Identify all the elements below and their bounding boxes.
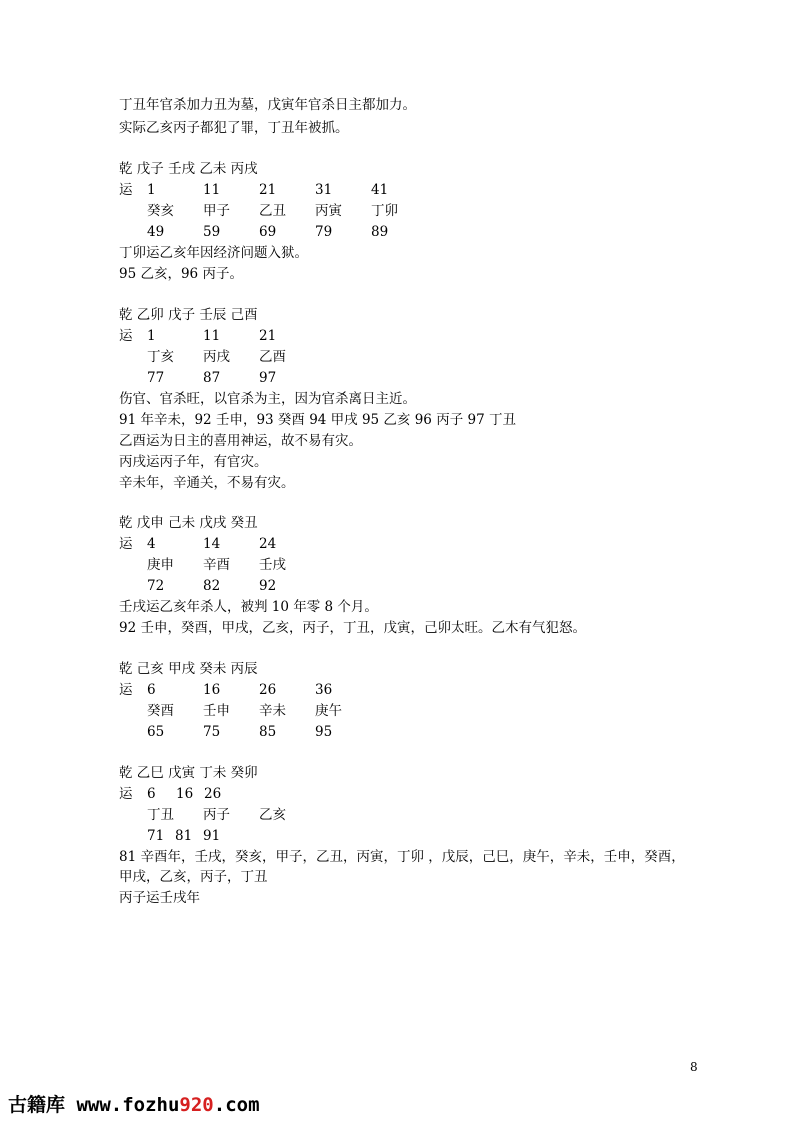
luck-label: 运	[119, 682, 133, 698]
luck-age: 91	[203, 828, 221, 844]
site-watermark	[8, 1090, 260, 1117]
luck-start: 1	[147, 328, 156, 344]
luck-start-row	[119, 536, 439, 552]
text-line: 丙戌运丙子年，有官灾。	[119, 454, 268, 470]
luck-age-row	[119, 828, 439, 844]
luck-pillar: 壬戌	[259, 557, 286, 573]
chart-header: 乾 乙卯 戊子 壬辰 己酉	[119, 307, 258, 323]
luck-pillar: 甲子	[203, 203, 230, 219]
text-line: 壬戌运乙亥年杀人，被判 10 年零 8 个月。	[119, 599, 378, 615]
luck-start: 21	[259, 328, 277, 344]
luck-age: 75	[203, 724, 221, 740]
luck-age: 69	[259, 224, 277, 240]
luck-age: 97	[259, 370, 277, 386]
luck-age: 92	[259, 578, 277, 594]
luck-age: 79	[315, 224, 333, 240]
luck-pillar-row	[119, 203, 439, 219]
luck-pillar: 丁亥	[147, 349, 174, 365]
luck-age: 81	[175, 828, 193, 844]
luck-pillar-row	[119, 557, 439, 573]
luck-pillar-row	[119, 703, 439, 719]
text-line: 91 年辛未，92 壬申，93 癸酉 94 甲戌 95 乙亥 96 丙子 97 丁丑	[119, 412, 516, 428]
luck-start: 1	[147, 182, 156, 198]
luck-age: 72	[147, 578, 165, 594]
luck-start: 24	[259, 536, 277, 552]
luck-age: 77	[147, 370, 165, 386]
luck-pillar: 庚午	[315, 703, 342, 719]
luck-start: 16	[176, 786, 194, 802]
text-line: 81 辛酉年，壬戌，癸亥，甲子，乙丑，丙寅，丁卯 ，戊辰，己巳，庚午，辛未，壬申，癸酉，	[119, 849, 685, 865]
text-line: 实际乙亥丙子都犯了罪，丁丑年被抓。	[119, 120, 349, 136]
text-line: 甲戌，乙亥，丙子，丁丑	[119, 869, 268, 885]
text-line: 92 壬申，癸酉，甲戌，乙亥，丙子，丁丑，戊寅，己卯太旺。乙木有气犯怒。	[119, 620, 586, 636]
luck-pillar-row	[119, 349, 439, 365]
luck-age-row	[119, 578, 439, 594]
luck-pillar: 丙寅	[315, 203, 342, 219]
luck-start-row	[119, 786, 439, 802]
chart-header: 乾 戊申 己未 戊戌 癸丑	[119, 515, 258, 531]
text-line: 丁丑年官杀加力丑为墓，戊寅年官杀日主都加力。	[119, 97, 416, 113]
luck-label: 运	[119, 182, 133, 198]
chart-header: 乾 戊子 壬戌 乙未 丙戌	[119, 161, 258, 177]
luck-start: 11	[203, 182, 221, 198]
luck-start: 6	[147, 682, 156, 698]
luck-start: 21	[259, 182, 277, 198]
luck-age-row	[119, 224, 439, 240]
luck-pillar: 丙戌	[203, 349, 230, 365]
watermark-suffix: .com	[213, 1094, 260, 1116]
luck-age: 82	[203, 578, 221, 594]
luck-start-row	[119, 682, 439, 698]
luck-age: 89	[371, 224, 389, 240]
luck-age: 71	[147, 828, 165, 844]
page-number: 8	[690, 1060, 698, 1074]
luck-age-row	[119, 370, 439, 386]
luck-age-row	[119, 724, 439, 740]
luck-start: 16	[203, 682, 221, 698]
chart-header: 乾 乙巳 戊寅 丁未 癸卯	[119, 765, 258, 781]
luck-pillar-row	[119, 807, 439, 823]
luck-pillar: 壬申	[203, 703, 230, 719]
luck-pillar: 辛酉	[203, 557, 230, 573]
luck-pillar: 庚申	[147, 557, 174, 573]
luck-label: 运	[119, 536, 133, 552]
luck-pillar: 乙酉	[259, 349, 286, 365]
luck-age: 49	[147, 224, 165, 240]
chart-header: 乾 己亥 甲戌 癸未 丙辰	[119, 661, 258, 677]
luck-start: 26	[259, 682, 277, 698]
luck-age: 59	[203, 224, 221, 240]
luck-pillar: 乙丑	[259, 203, 286, 219]
luck-start: 11	[203, 328, 221, 344]
luck-pillar: 丁卯	[371, 203, 398, 219]
luck-start-row	[119, 182, 439, 198]
luck-label: 运	[119, 328, 133, 344]
luck-pillar: 乙亥	[259, 807, 286, 823]
watermark-number: 920	[179, 1094, 214, 1116]
text-line: 丙子运壬戌年	[119, 890, 200, 906]
luck-start: 26	[204, 786, 222, 802]
text-line: 辛未年，辛通关，不易有灾。	[119, 475, 295, 491]
luck-start: 31	[315, 182, 333, 198]
text-line: 丁卯运乙亥年因经济问题入狱。	[119, 245, 308, 261]
luck-start: 41	[371, 182, 389, 198]
luck-age: 87	[203, 370, 221, 386]
luck-label: 运	[119, 786, 133, 802]
text-line: 乙酉运为日主的喜用神运，故不易有灾。	[119, 433, 362, 449]
luck-start: 36	[315, 682, 333, 698]
luck-pillar: 丙子	[203, 807, 230, 823]
luck-pillar: 辛未	[259, 703, 286, 719]
luck-start: 14	[203, 536, 221, 552]
luck-start: 6	[147, 786, 156, 802]
luck-start-row	[119, 328, 439, 344]
luck-age: 95	[315, 724, 333, 740]
watermark-prefix: www.fozhu	[76, 1094, 180, 1116]
text-line: 伤官、官杀旺，以官杀为主，因为官杀离日主近。	[119, 391, 416, 407]
luck-age: 85	[259, 724, 277, 740]
luck-age: 65	[147, 724, 165, 740]
luck-pillar: 癸酉	[147, 703, 174, 719]
luck-pillar: 丁丑	[147, 807, 174, 823]
luck-pillar: 癸亥	[147, 203, 174, 219]
text-line: 95 乙亥，96 丙子。	[119, 266, 243, 282]
luck-start: 4	[147, 536, 156, 552]
watermark-cn: 古籍库	[8, 1094, 66, 1116]
